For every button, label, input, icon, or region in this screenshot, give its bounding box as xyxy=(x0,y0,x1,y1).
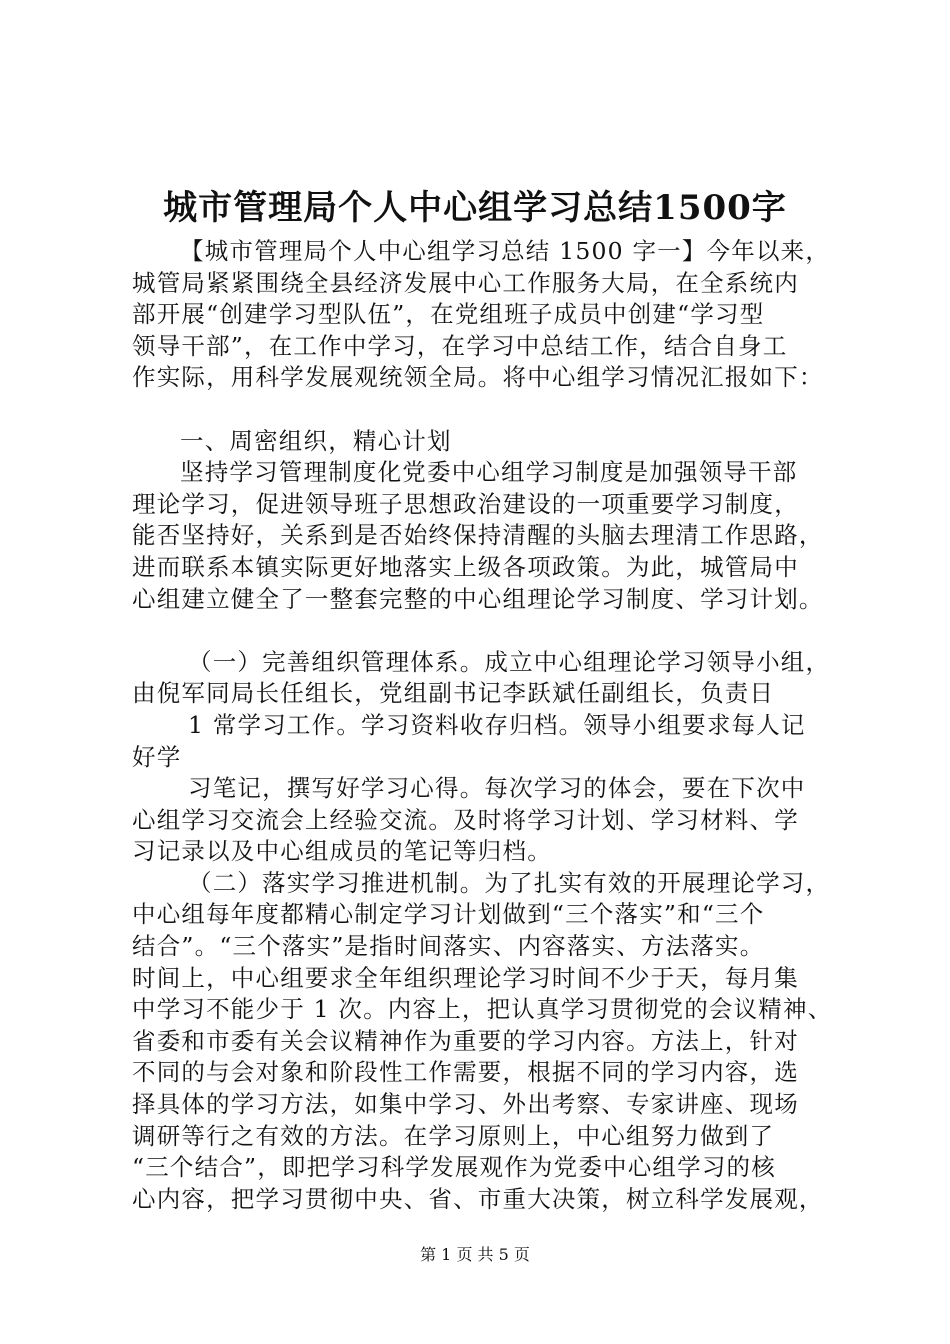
body-text-line: 好学 xyxy=(132,742,182,771)
body-text-line: 省委和市委有关会议精神作为重要的学习内容。方法上，针对 xyxy=(132,1026,799,1055)
body-text-line: 中学习不能少于 1 次。内容上，把认真学习贯彻党的会议精神、 xyxy=(132,995,833,1024)
blank-line xyxy=(132,394,832,426)
body-text-line: 进而联系本镇实际更好地落实上级各项政策。为此，城管局中 xyxy=(132,552,799,581)
body-text-line: 结合”。“三个落实”是指时间落实、内容落实、方法落实。 xyxy=(132,932,765,961)
body-text-line: 心内容，把学习贯彻中央、省、市重大决策，树立科学发展观， xyxy=(132,1184,824,1213)
body-text-line: 时间上，中心组要求全年组织理论学习时间不少于天，每月集 xyxy=(132,963,799,992)
body-text-line: 择具体的学习方法，如集中学习、外出考察、专家讲座、现场 xyxy=(132,1090,799,1119)
body-text-line: 理论学习，促进领导班子思想政治建设的一项重要学习制度， xyxy=(132,489,799,518)
body-text-line: （一）完善组织管理体系。成立中心组理论学习领导小组， xyxy=(188,647,831,676)
body-text-line: 中心组每年度都精心制定学习计划做到“三个落实”和“三个 xyxy=(132,900,765,929)
document-title: 城市管理局个人中心组学习总结1500字 xyxy=(163,188,787,228)
body-text-line: 坚持学习管理制度化党委中心组学习制度是加强领导干部 xyxy=(180,458,798,487)
body-text-line: 不同的与会对象和阶段性工作需要，根据不同的学习内容，选 xyxy=(132,1058,799,1087)
body-text-line: 领导干部”，在工作中学习，在学习中总结工作，结合自身工 xyxy=(132,331,788,360)
body-text-line: “三个结合”，即把学习科学发展观作为党委中心组学习的核 xyxy=(132,1153,776,1182)
body-text-line: 心组学习交流会上经验交流。及时将学习计划、学习材料、学 xyxy=(132,805,799,834)
page-footer: 第 1 页 共 5 页 xyxy=(420,1245,530,1264)
body-text-line: 1 常学习工作。学习资料收存归档。领导小组要求每人记 xyxy=(188,710,806,739)
body-text-line: 一、周密组织，精心计划 xyxy=(180,426,452,455)
body-text-line: 部开展“创建学习型队伍”，在党组班子成员中创建“学习型 xyxy=(132,300,765,329)
body-text-line: （二）落实学习推进机制。为了扎实有效的开展理论学习， xyxy=(188,868,831,897)
body-text-line: 城管局紧紧围绕全县经济发展中心工作服务大局，在全系统内 xyxy=(132,268,799,297)
document-body xyxy=(132,236,832,1215)
body-text-line: 心组建立健全了一整套完整的中心组理论学习制度、学习计划。 xyxy=(132,584,824,613)
body-text-line: 习笔记，撰写好学习心得。每次学习的体会，要在下次中 xyxy=(188,774,806,803)
body-text-line: 【城市管理局个人中心组学习总结 1500 字一】今年以来， xyxy=(180,237,831,265)
blank-line xyxy=(132,615,832,647)
body-text-line: 作实际，用科学发展观统领全局。将中心组学习情况汇报如下： xyxy=(132,363,824,392)
body-text-line: 能否坚持好，关系到是否始终保持清醒的头脑去理清工作思路， xyxy=(132,521,824,550)
body-text-line: 调研等行之有效的方法。在学习原则上，中心组努力做到了 xyxy=(132,1121,775,1150)
body-text-line: 由倪军同局长任组长，党组副书记李跃斌任副组长，负责日 xyxy=(132,679,775,708)
body-text-line: 习记录以及中心组成员的笔记等归档。 xyxy=(132,837,552,866)
